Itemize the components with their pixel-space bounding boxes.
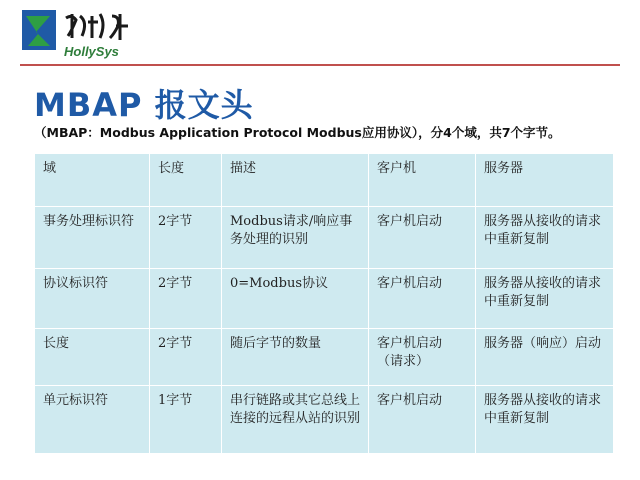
table-cell: 客户机启动 (369, 269, 476, 329)
table-cell: 客户机启动（请求） (369, 329, 476, 386)
table-cell: 客户机启动 (369, 386, 476, 454)
page-subtitle: （MBAP：Modbus Application Protocol Modbus应用协议），分4个域，共7个字节。 (34, 125, 561, 140)
table-cell: 串行链路或其它总线上连接的远程从站的识别 (222, 386, 369, 454)
table-cell: 服务器从接收的请求中重新复制 (476, 269, 614, 329)
hollysys-logo (20, 6, 140, 60)
table-cell: 随后字节的数量 (222, 329, 369, 386)
header-cell: 描述 (222, 154, 369, 207)
header-cell: 服务器 (476, 154, 614, 207)
table-cell: 2字节 (150, 329, 222, 386)
table-cell: 服务器从接收的请求中重新复制 (476, 386, 614, 454)
table-cell: 1字节 (150, 386, 222, 454)
table-cell: 事务处理标识符 (35, 207, 150, 269)
table-row (35, 207, 614, 269)
table-cell: 长度 (35, 329, 150, 386)
table-cell: 0=Modbus协议 (222, 269, 369, 329)
table-cell: 协议标识符 (35, 269, 150, 329)
logo-wordmark: HollySys (64, 44, 119, 59)
table-cell: Modbus请求/响应事务处理的识别 (222, 207, 369, 269)
mbap-table (34, 153, 614, 454)
table-cell: 服务器从接收的请求中重新复制 (476, 207, 614, 269)
header-cell: 客户机 (369, 154, 476, 207)
header-cell: 长度 (150, 154, 222, 207)
header-cell: 域 (35, 154, 150, 207)
table-row (35, 329, 614, 386)
page-title: MBAP 报文头 (34, 86, 254, 124)
table-cell: 2字节 (150, 207, 222, 269)
table-cell: 2字节 (150, 269, 222, 329)
table-row (35, 386, 614, 454)
table-cell: 单元标识符 (35, 386, 150, 454)
table-header-row (35, 154, 614, 207)
table-cell: 服务器（响应）启动 (476, 329, 614, 386)
table-row (35, 269, 614, 329)
table-cell: 客户机启动 (369, 207, 476, 269)
header-divider (20, 64, 620, 66)
